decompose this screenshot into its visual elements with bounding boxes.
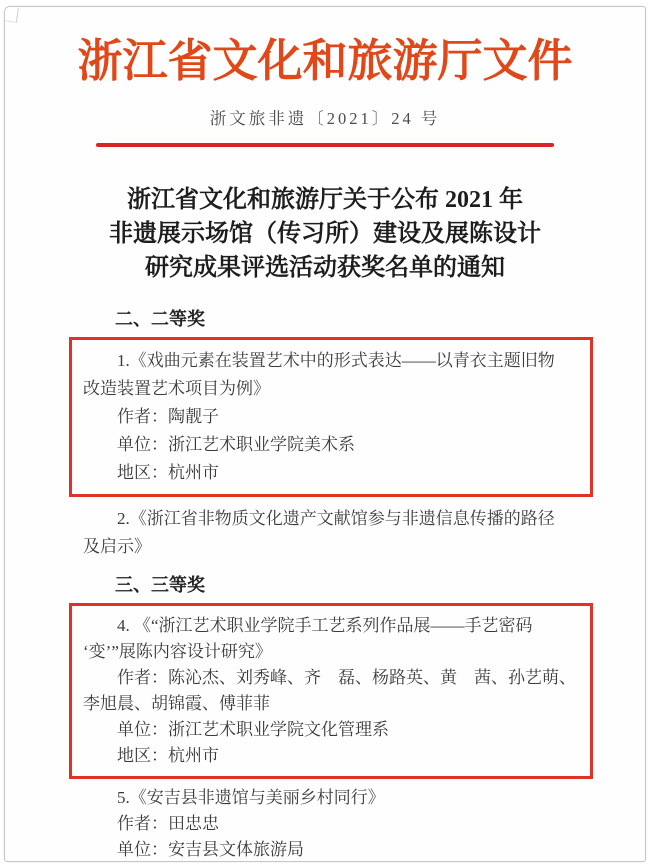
award-item-1-unit: 单位：浙江艺术职业学院美术系 [117,435,355,454]
document-page [4,6,646,862]
award-item-2-title-line-1: 2.《浙江省非物质文化遗产文献馆参与非遗信息传播的路径 [117,509,555,528]
award-item-4-unit: 单位：浙江艺术职业学院文化管理系 [117,720,389,739]
award-item-4-title-line-2: ‘变’”展陈内容设计研究》 [83,642,272,661]
red-highlight-box-item-1 [69,337,593,497]
award-item-2 [69,505,593,561]
document-number: 浙文旅非遗〔2021〕24 号 [209,109,441,128]
award-item-5-title: 5.《安吉县非遗馆与美丽乡村同行》 [117,788,385,807]
scan-corner-fold [4,6,19,23]
notice-title-line-3: 研究成果评选活动获奖名单的通知 [145,255,505,281]
award-item-5-unit: 单位：安吉县文体旅游局 [117,840,304,859]
red-highlight-box-item-4 [69,603,593,779]
award-item-4-title-line-1: 4. 《“浙江艺术职业学院手工艺系列作品展——手艺密码 [117,616,533,635]
section-heading-third-prize: 三、三等奖 [115,575,205,595]
award-item-5-author: 作者：田忠忠 [117,814,219,833]
red-divider-line [96,143,554,147]
notice-title-line-2: 非遗展示场馆（传习所）建设及展陈设计 [109,221,541,247]
award-item-1-title-line-2: 改造装置艺术项目为例》 [83,379,270,398]
notice-title [5,183,645,285]
letterhead-title: 浙江省文化和旅游厅文件 [77,36,573,86]
notice-title-line-1: 浙江省文化和旅游厅关于公布 2021 年 [127,187,523,213]
award-item-4-authors-line-2: 李旭晨、胡锦霞、傅菲菲 [83,694,270,713]
award-item-2-title-line-2: 及启示》 [83,537,151,556]
award-item-5 [69,785,593,862]
document-body [69,307,593,862]
award-item-1-region: 地区：杭州市 [117,463,219,482]
award-item-1-author: 作者：陶靓子 [117,407,219,426]
award-item-4-authors-line-1: 作者：陈沁杰、刘秀峰、齐 磊、杨路英、黄 茜、孙艺萌、 [117,668,576,687]
award-item-4-region: 地区：杭州市 [117,746,219,765]
section-heading-second-prize: 二、二等奖 [115,309,205,329]
award-item-1-title-line-1: 1.《戏曲元素在装置艺术中的形式表达——以青衣主题旧物 [117,351,555,370]
